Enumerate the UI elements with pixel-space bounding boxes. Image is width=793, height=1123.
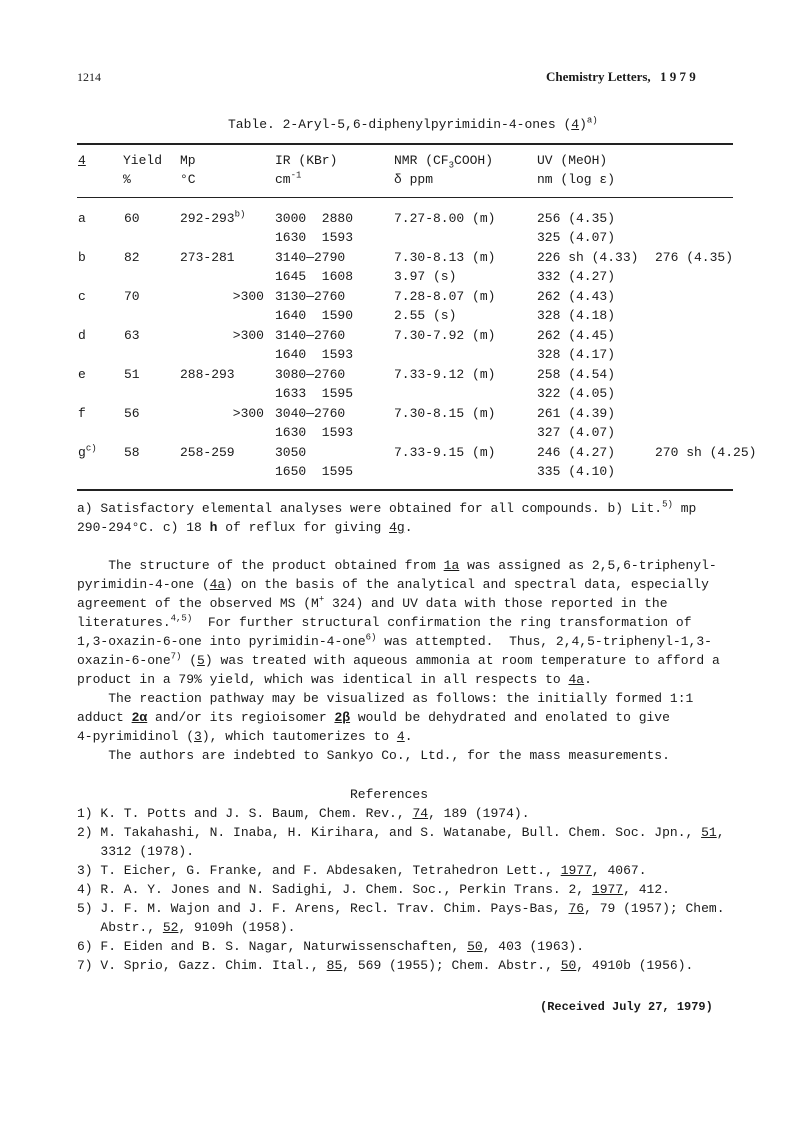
table-cell-compound — [78, 289, 86, 304]
footnote-text-b: mp — [672, 501, 697, 516]
header-nmr — [394, 153, 493, 171]
reference-item — [77, 844, 194, 859]
header-uv-unit: nm (log ε) — [537, 172, 616, 187]
body-seg: . — [584, 672, 592, 687]
header-nmr-sub: 3 — [448, 160, 455, 171]
table-cell-yield: 82 — [124, 250, 140, 265]
table-cell-nmr-1: 7.28-8.07 (m) — [394, 289, 496, 304]
ref-volume: 74 — [412, 806, 429, 821]
table-cell-uv-1: 246 (4.27) — [537, 445, 616, 460]
body-ref: 4 — [396, 729, 405, 744]
header-mp-unit: °C — [180, 172, 196, 187]
table-cell-ir-2: 1633 1595 — [275, 386, 354, 401]
table-cell-ir-2: 1645 1608 — [275, 269, 354, 284]
table-bottom-rule — [77, 489, 733, 491]
table-cell-compound — [78, 211, 86, 226]
footnote-text-c: 290-294°C. c) 18 — [77, 520, 210, 535]
body-line — [77, 710, 670, 725]
reference-item — [77, 901, 725, 916]
table-cell-ir-1: 3140—2760 — [275, 328, 346, 343]
body-seg: For further structural confirmation the ring transformation of — [192, 615, 692, 630]
table-title-text: Table. 2-Aryl-5,6-diphenylpyrimidin-4-ones ( — [228, 117, 572, 132]
ref-volume: 85 — [326, 958, 343, 973]
body-seg: literatures. — [77, 615, 171, 630]
table-title-compound: 4 — [571, 117, 580, 132]
table-top-rule — [77, 143, 733, 145]
table-cell-compound — [78, 406, 86, 421]
body-line — [77, 729, 413, 744]
body-sup: 7) — [170, 651, 182, 662]
body-sup: 4,5) — [170, 613, 193, 624]
ref-text: , 569 (1955); Chem. Abstr., — [342, 958, 561, 973]
footnote-text-a: a) Satisfactory elemental analyses were obtained for all compounds. b) Lit. — [77, 501, 663, 516]
journal-year: 1 9 7 9 — [659, 69, 696, 84]
table-cell-uv-2: 335 (4.10) — [537, 464, 616, 479]
table-cell-uv-1b: 276 (4.35) — [655, 250, 734, 265]
ref-volume: 50 — [560, 958, 577, 973]
table-cell-compound — [78, 445, 97, 460]
table-cell-uv-2: 332 (4.27) — [537, 269, 616, 284]
journal-name: Chemistry Letters, — [546, 69, 651, 84]
table-cell-ir-1: 3130—2760 — [275, 289, 346, 304]
footnote-ref-4g: 4g — [389, 520, 405, 535]
ref-volume: 1977 — [591, 882, 624, 897]
body-seg: pyrimidin-4-one ( — [77, 577, 210, 592]
compound-label: b — [78, 250, 86, 265]
body-ref: 4a — [209, 577, 226, 592]
body-line — [77, 748, 670, 763]
table-cell-uv-1: 262 (4.43) — [537, 289, 616, 304]
table-cell-nmr-1: 7.30-8.13 (m) — [394, 250, 496, 265]
table-cell-mp — [180, 328, 264, 343]
body-seg: adduct — [77, 710, 132, 725]
table-title-footnote: a) — [586, 115, 598, 126]
body-seg: ( — [181, 653, 198, 668]
table-cell-compound — [78, 328, 86, 343]
table-cell-uv-2: 328 (4.18) — [537, 308, 616, 323]
body-seg: ) was treated with aqueous ammonia at room temperature to afford a — [204, 653, 720, 668]
header-nmr-unit: δ ppm — [394, 172, 434, 187]
footnote-text-d: of reflux for giving — [217, 520, 390, 535]
table-cell-mp — [180, 406, 264, 421]
table-cell-mp — [180, 211, 264, 226]
reference-item — [77, 939, 584, 954]
table-cell-uv-2: 327 (4.07) — [537, 425, 616, 440]
table-cell-uv-1: 256 (4.35) — [537, 211, 616, 226]
header-mp: Mp — [180, 153, 196, 168]
table-cell-ir-1: 3050 — [275, 445, 307, 460]
header-nmr-b: COOH) — [454, 153, 494, 168]
table-cell-uv-2: 322 (4.05) — [537, 386, 616, 401]
body-sup: 6) — [365, 632, 377, 643]
compound-label: c — [78, 289, 86, 304]
references-heading: References — [350, 787, 429, 802]
compound-label: a — [78, 211, 86, 226]
table-cell-compound — [78, 367, 86, 382]
table-footnote-line2 — [77, 520, 413, 535]
body-line — [77, 653, 720, 668]
table-cell-yield: 70 — [124, 289, 140, 304]
ref-text: 6) F. Eiden and B. S. Nagar, Naturwissenschaften, — [77, 939, 468, 954]
table-cell-compound — [78, 250, 86, 265]
body-seg: The authors are indebted to Sankyo Co., Ltd., for the mass measurements. — [77, 748, 670, 763]
table-cell-nmr-1: 7.30-8.15 (m) — [394, 406, 496, 421]
footnote-sup: 5) — [662, 499, 673, 510]
mp-value: 258-259 — [180, 445, 235, 460]
body-seg: The structure of the product obtained from — [77, 558, 444, 573]
received-date: (Received July 27, 1979) — [540, 1000, 713, 1014]
compound-label: g — [78, 445, 86, 460]
mp-value: 273-281 — [180, 250, 235, 265]
body-seg: . — [404, 729, 413, 744]
body-seg: ), which tautomerizes to — [201, 729, 397, 744]
table-cell-uv-1: 261 (4.39) — [537, 406, 616, 421]
body-ref: 5 — [197, 653, 205, 668]
body-sup: + — [318, 594, 325, 605]
table-cell-ir-2: 1650 1595 — [275, 464, 354, 479]
reference-item — [77, 825, 725, 840]
table-cell-mp — [180, 250, 264, 265]
ref-text: , 79 (1957); Chem. — [584, 901, 725, 916]
ref-volume: 50 — [467, 939, 483, 954]
body-ref: 2α — [131, 710, 148, 725]
table-cell-yield: 51 — [124, 367, 140, 382]
table-header-rule — [77, 197, 733, 198]
table-title-close: ) — [579, 117, 587, 132]
page-number: 1214 — [77, 70, 101, 84]
body-ref: 1a — [443, 558, 460, 573]
reference-item — [77, 863, 647, 878]
header-ir-unit-sup: -1 — [290, 170, 302, 181]
body-line — [77, 577, 709, 592]
ref-volume: 52 — [162, 920, 179, 935]
table-cell-nmr-1: 7.30-7.92 (m) — [394, 328, 496, 343]
table-cell-yield: 56 — [124, 406, 140, 421]
ref-text: Abstr., — [77, 920, 163, 935]
ref-text: 5) J. F. M. Wajon and J. F. Arens, Recl. Trav. Chim. Pays-Bas, — [77, 901, 569, 916]
body-line — [77, 558, 717, 573]
footnote-text-e: . — [404, 520, 413, 535]
header-compound: 4 — [78, 153, 86, 168]
table-cell-uv-2: 328 (4.17) — [537, 347, 616, 362]
body-ref: 2β — [334, 710, 351, 725]
body-seg: was assigned as 2,5,6-triphenyl- — [459, 558, 717, 573]
ref-text: 2) M. Takahashi, N. Inaba, H. Kirihara, and S. Watanabe, Bull. Chem. Soc. Jpn., — [77, 825, 702, 840]
reference-item — [77, 882, 670, 897]
table-cell-nmr-2: 3.97 (s) — [394, 269, 457, 284]
table-cell-nmr-1: 7.33-9.12 (m) — [394, 367, 496, 382]
header-ir: IR (KBr) — [275, 153, 338, 168]
header-uv: UV (MeOH) — [537, 153, 608, 168]
body-ref: 3 — [194, 729, 202, 744]
ref-volume: 51 — [701, 825, 717, 840]
mp-value: >300 — [232, 289, 264, 304]
mp-value: 292-293 — [180, 211, 235, 226]
ref-text: 7) V. Sprio, Gazz. Chim. Ital., — [77, 958, 327, 973]
reference-item — [77, 958, 693, 973]
body-seg: and/or its regioisomer — [147, 710, 335, 725]
ref-text: , 403 (1963). — [482, 939, 585, 954]
table-cell-ir-2: 1640 1590 — [275, 308, 354, 323]
body-line — [77, 691, 693, 706]
body-seg: oxazin-6-one — [77, 653, 171, 668]
table-cell-uv-1: 262 (4.45) — [537, 328, 616, 343]
mp-value: >300 — [232, 406, 264, 421]
table-cell-uv-1b: 270 sh (4.25) — [655, 445, 757, 460]
body-seg: would be dehydrated and enolated to give — [350, 710, 670, 725]
table-cell-uv-1: 226 sh (4.33) — [537, 250, 639, 265]
body-ref: 4a — [568, 672, 585, 687]
table-cell-mp — [180, 367, 264, 382]
table-cell-mp — [180, 289, 264, 304]
table-cell-ir-2: 1640 1593 — [275, 347, 354, 362]
ref-text: 1) K. T. Potts and J. S. Baum, Chem. Rev., — [77, 806, 413, 821]
table-cell-yield: 58 — [124, 445, 140, 460]
table-cell-nmr-1: 7.27-8.00 (m) — [394, 211, 496, 226]
ref-text: , — [716, 825, 725, 840]
body-seg: 1,3-oxazin-6-one into pyrimidin-4-one — [77, 634, 366, 649]
table-footnote-line1 — [77, 501, 696, 516]
table-cell-uv-1: 258 (4.54) — [537, 367, 616, 382]
table-cell-yield: 60 — [124, 211, 140, 226]
compound-footnote: c) — [85, 443, 97, 454]
compound-label: d — [78, 328, 86, 343]
table-cell-ir-1: 3140—2790 — [275, 250, 346, 265]
ref-text: 3) T. Eicher, G. Franke, and F. Abdesaken, Tetrahedron Lett., — [77, 863, 561, 878]
ref-volume: 76 — [568, 901, 585, 916]
body-seg: agreement of the observed MS (M — [77, 596, 319, 611]
header-yield-unit: % — [123, 172, 131, 187]
reference-item — [77, 806, 530, 821]
ref-text: 4) R. A. Y. Jones and N. Sadighi, J. Chem. Soc., Perkin Trans. 2, — [77, 882, 592, 897]
mp-footnote: b) — [234, 209, 246, 220]
body-seg: 324) and UV data with those reported in the — [324, 596, 668, 611]
table-cell-yield: 63 — [124, 328, 140, 343]
body-line — [77, 615, 692, 630]
compound-label: e — [78, 367, 86, 382]
ref-text: , 4910b (1956). — [576, 958, 694, 973]
body-seg: ) on the basis of the analytical and spectral data, especially — [225, 577, 709, 592]
ref-volume: 1977 — [560, 863, 592, 878]
ref-text: , 9109h (1958). — [178, 920, 296, 935]
body-seg: The reaction pathway may be visualized as follows: the initially formed 1:1 — [77, 691, 694, 706]
table-cell-nmr-1: 7.33-9.15 (m) — [394, 445, 496, 460]
table-cell-ir-2: 1630 1593 — [275, 230, 354, 245]
body-seg: product in a 79% yield, which was identical in all respects to — [77, 672, 569, 687]
journal-header — [546, 69, 696, 85]
header-ir-unit-text: cm — [275, 172, 291, 187]
body-line — [77, 596, 668, 611]
table-cell-ir-1: 3040—2760 — [275, 406, 346, 421]
ref-text: , 4067. — [591, 863, 647, 878]
body-line — [77, 672, 592, 687]
header-ir-unit — [275, 172, 301, 187]
table-cell-uv-2: 325 (4.07) — [537, 230, 616, 245]
header-nmr-a: NMR (CF — [394, 153, 449, 168]
body-line — [77, 634, 712, 649]
header-yield: Yield — [123, 153, 163, 168]
table-title — [228, 117, 598, 132]
ref-text: , 189 (1974). — [428, 806, 530, 821]
reference-item — [77, 920, 295, 935]
body-seg: 4-pyrimidinol ( — [77, 729, 195, 744]
mp-value: >300 — [232, 328, 264, 343]
table-cell-nmr-2: 2.55 (s) — [394, 308, 457, 323]
mp-value: 288-293 — [180, 367, 235, 382]
compound-label: f — [78, 406, 86, 421]
ref-text: , 412. — [623, 882, 670, 897]
table-cell-ir-1: 3080—2760 — [275, 367, 346, 382]
table-cell-ir-1: 3000 2880 — [275, 211, 354, 226]
table-cell-ir-2: 1630 1593 — [275, 425, 354, 440]
table-cell-mp — [180, 445, 264, 460]
footnote-h: h — [209, 520, 218, 535]
body-seg: was attempted. Thus, 2,4,5-triphenyl-1,3- — [376, 634, 712, 649]
ref-text: 3312 (1978). — [77, 844, 195, 859]
